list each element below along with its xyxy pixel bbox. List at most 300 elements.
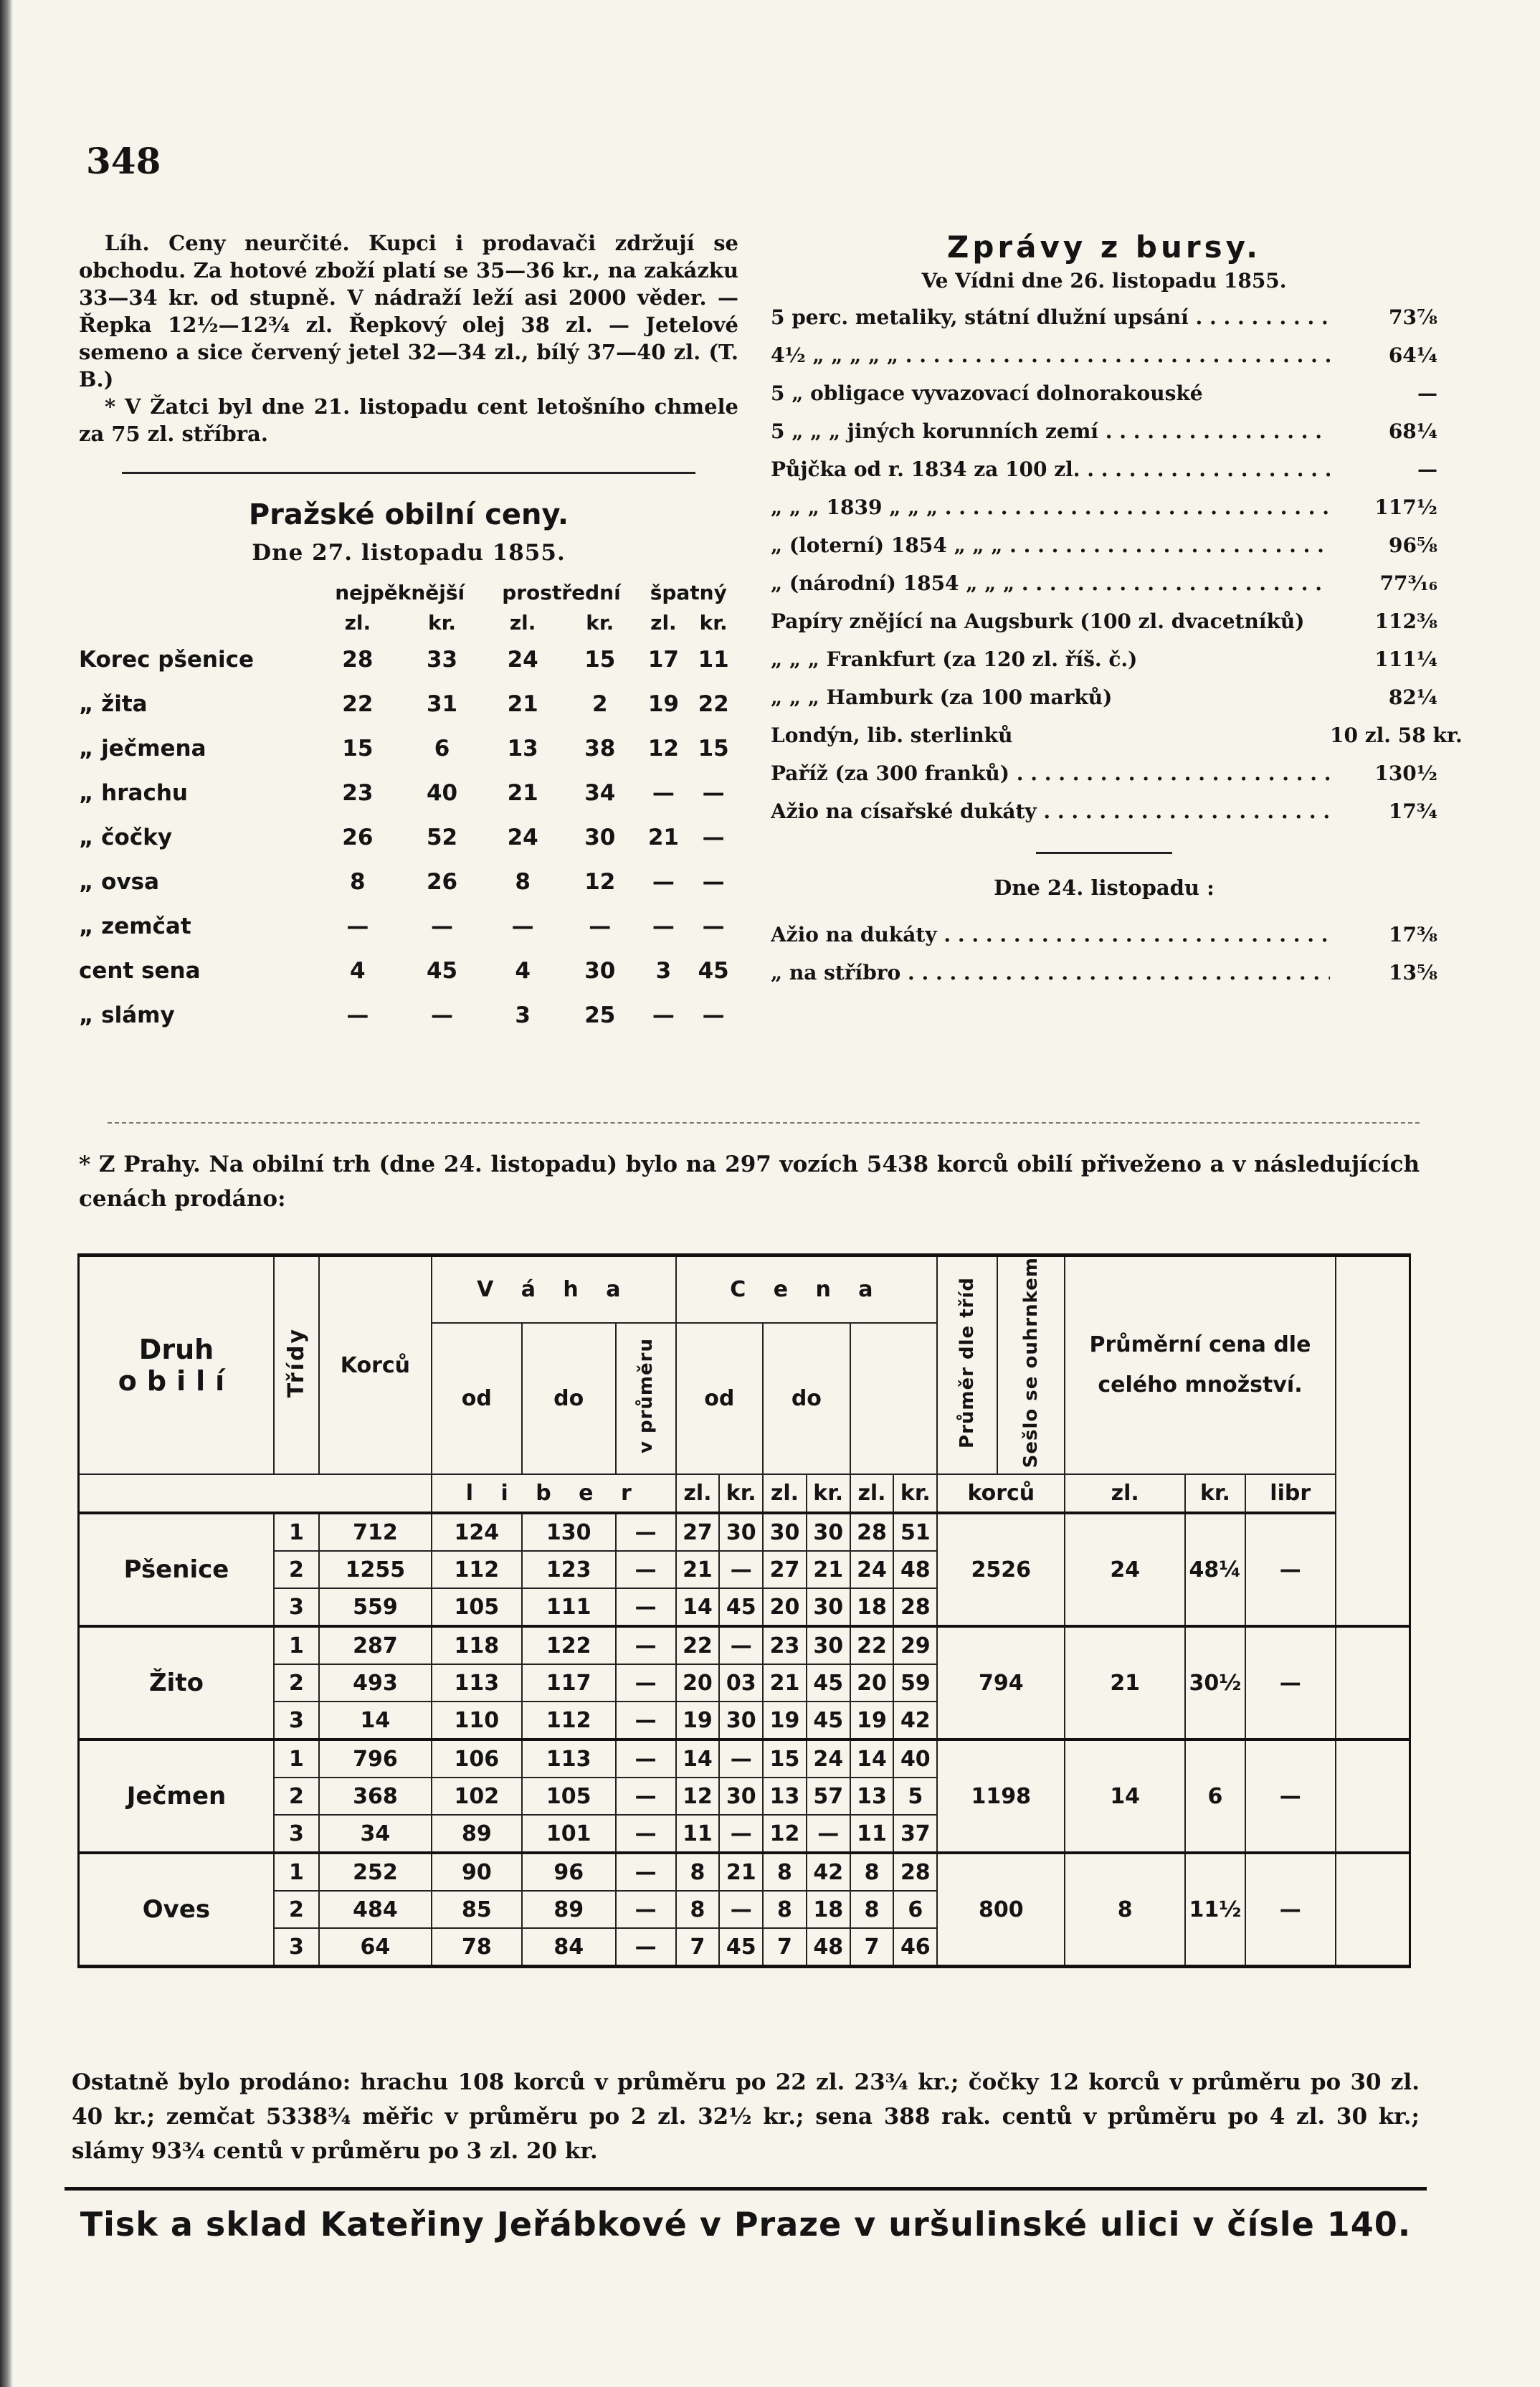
- grain-price-cell: 46: [893, 1928, 937, 1967]
- grain-avg-zl: 14: [1065, 1740, 1185, 1853]
- bursy-row-label: 4½ „ „ „ „ „ . . .: [771, 336, 1330, 374]
- grain-vaha-od: 106: [432, 1740, 522, 1778]
- bursy-list: [771, 298, 1463, 830]
- currency-header: zl.: [509, 610, 536, 635]
- short-divider: [1036, 852, 1172, 854]
- bursy-row-value: 73⅞: [1389, 305, 1437, 329]
- price-row: [79, 726, 738, 771]
- grain-trida: 2: [274, 1664, 319, 1702]
- grain-korcu: 493: [319, 1664, 432, 1702]
- price-row-label: „ zemčat: [79, 913, 191, 939]
- price-row-label: „ žita: [79, 691, 148, 717]
- bursy-row: [771, 374, 1437, 412]
- bursy-row: [771, 526, 1437, 564]
- price-cell: —: [652, 869, 675, 895]
- vaha-header: V á h a: [432, 1256, 676, 1323]
- grain-vaha-prumer: —: [616, 1513, 676, 1551]
- bursy-row: [771, 488, 1437, 526]
- grain-korcu: 14: [319, 1702, 432, 1740]
- grain-price-cell: 12: [763, 1815, 807, 1853]
- grain-price-cell: 8: [676, 1891, 720, 1928]
- grain-price-cell: 20: [676, 1664, 720, 1702]
- unit-cell: kr.: [893, 1474, 937, 1513]
- price-rows: [79, 637, 738, 1038]
- grain-price-cell: 7: [676, 1928, 720, 1967]
- grain-vaha-od: 112: [432, 1551, 522, 1588]
- bursy-title: Zprávy z bursy.: [946, 229, 1262, 265]
- grain-price-cell: 57: [807, 1778, 850, 1815]
- vaha-do-header: do: [522, 1323, 616, 1475]
- grain-avg-kr: 6: [1185, 1740, 1245, 1853]
- grain-avg-kr: 48¼: [1185, 1513, 1245, 1626]
- grain-korcu: 34: [319, 1815, 432, 1853]
- grain-price-cell: 27: [676, 1513, 720, 1551]
- bursy-row-value: 111¼: [1374, 647, 1437, 671]
- divider: [122, 472, 695, 474]
- lih-paragraph: Líh. Ceny neurčité. Kupci i prodavači zdržují se obchodu. Za hotové zboží platí se 35—36 kr., na zakázku 33—34 kr. od stupně. V nádraží leží asi 2000 věder. — Řepka 12½—12¾ zl. Řepkový olej 38 zl. — Jetelové semeno a sice červený jetel 32—34 zl., bílý 37—40 zl. (T. B.): [79, 231, 738, 391]
- grain-vaha-prumer: —: [616, 1702, 676, 1740]
- bursy-row-label: Paříž (za 300 franků) . . .: [771, 754, 1330, 792]
- grain-price-cell: 20: [763, 1588, 807, 1626]
- zatec-paragraph: * V Žatci byl dne 21. listopadu cent letošního chmele za 75 zl. stříbra.: [79, 394, 738, 446]
- price-cell: 30: [584, 825, 616, 850]
- price-row: [79, 993, 738, 1038]
- grain-name: Oves: [79, 1853, 274, 1967]
- grain-price-cell: 37: [893, 1815, 937, 1853]
- price-cell: 4: [350, 958, 366, 984]
- korcu-unit: korců: [937, 1474, 1065, 1513]
- price-cell: 22: [342, 691, 374, 717]
- grain-trida: 2: [274, 1891, 319, 1928]
- grain-name: Pšenice: [79, 1513, 274, 1626]
- blank-unit-cell: [79, 1474, 432, 1513]
- price-cell: —: [652, 913, 675, 939]
- grain-price-cell: 18: [807, 1891, 850, 1928]
- grain-price-cell: 21: [719, 1853, 763, 1891]
- prague-prices-table: [79, 577, 738, 1038]
- prumerni-cena-header: Průměrní cena dle celého množství.: [1065, 1256, 1335, 1475]
- price-cell: 26: [426, 869, 458, 895]
- price-row: [79, 815, 738, 860]
- grain-korcu: 484: [319, 1891, 432, 1928]
- grain-price-cell: 20: [850, 1664, 894, 1702]
- grain-price-cell: 19: [676, 1702, 720, 1740]
- grain-korcu: 64: [319, 1928, 432, 1967]
- summary-paragraph: Ostatně bylo prodáno: hrachu 108 korců v průměru po 22 zl. 23¾ kr.; čočky 12 korců v průměru po 30 zl. 40 kr.; zemčat 5338¾ měřic v průměru po 2 zl. 32½ kr.; sena 388 rak. centů v průměru po 4 zl. 30 kr.; slámy 93¾ centů v průměru po 3 zl. 20 kr.: [72, 2069, 1420, 2164]
- grain-vaha-od: 85: [432, 1891, 522, 1928]
- grain-price-cell: —: [719, 1551, 763, 1588]
- bursy-row-value: 64¼: [1388, 343, 1437, 367]
- price-row: [79, 949, 738, 993]
- grain-table: [77, 1253, 1411, 1968]
- grain-price-cell: 21: [807, 1551, 850, 1588]
- grain-korcu: 796: [319, 1740, 432, 1778]
- bursy-row-value: 17¾: [1388, 799, 1437, 823]
- grain-price-cell: 30: [807, 1626, 850, 1664]
- bursy-row: [771, 298, 1437, 336]
- grain-price-cell: 30: [807, 1588, 850, 1626]
- bursy-row-label: Papíry znějící na Augsburk (100 zl. dvacetníků): [771, 609, 1305, 633]
- grain-table-wrapper: [77, 1253, 1411, 1968]
- grain-price-cell: 19: [850, 1702, 894, 1740]
- bursy-row-value: 112⅜: [1374, 609, 1437, 633]
- grain-price-cell: 13: [850, 1778, 894, 1815]
- price-cell: —: [702, 825, 725, 850]
- bursy-row: [771, 954, 1437, 992]
- grain-price-cell: 51: [893, 1513, 937, 1551]
- grain-avg-zl: 24: [1065, 1513, 1185, 1626]
- grain-price-cell: 8: [676, 1853, 720, 1891]
- price-cell: —: [431, 913, 453, 939]
- seslo-header: [997, 1256, 1065, 1475]
- grain-table-body: [79, 1513, 1410, 1967]
- bursy-row-value: —: [1417, 381, 1437, 405]
- bursy-row-label: „ „ „ Frankfurt (za 120 zl. říš. č.): [771, 647, 1138, 671]
- price-cell: 21: [507, 691, 538, 717]
- grain-price-cell: 8: [763, 1891, 807, 1928]
- bursy-row: [771, 336, 1437, 374]
- unit-cell: kr.: [807, 1474, 850, 1513]
- grain-row: [79, 1626, 1410, 1664]
- grain-total: 2526: [937, 1513, 1065, 1626]
- grain-avg-libr: —: [1245, 1626, 1336, 1740]
- grain-vaha-do: 105: [522, 1778, 616, 1815]
- right-column: [771, 229, 1463, 992]
- bursy-row-label: 5 perc. metaliky, státní dlužní upsání . . .: [771, 298, 1330, 336]
- grain-vaha-do: 84: [522, 1928, 616, 1967]
- price-cell: 2: [591, 691, 608, 717]
- grain-vaha-prumer: —: [616, 1928, 676, 1967]
- grain-price-cell: 45: [719, 1928, 763, 1967]
- bursy-row-value: 117½: [1374, 495, 1437, 519]
- grain-price-cell: 28: [893, 1853, 937, 1891]
- vprumeru-label: v průměru: [634, 1337, 657, 1453]
- grain-price-cell: —: [719, 1626, 763, 1664]
- grain-trida: 3: [274, 1815, 319, 1853]
- currency-header-row: [79, 607, 738, 637]
- grain-price-cell: 6: [893, 1891, 937, 1928]
- grain-vaha-prumer: —: [616, 1664, 676, 1702]
- price-cell: —: [702, 869, 725, 895]
- grain-vaha-prumer: —: [616, 1778, 676, 1815]
- grain-price-cell: 45: [719, 1588, 763, 1626]
- price-cell: 6: [434, 736, 450, 761]
- grain-price-cell: 19: [763, 1702, 807, 1740]
- price-cell: —: [702, 780, 725, 806]
- grain-price-cell: 18: [850, 1588, 894, 1626]
- bursy-row-value: 82¼: [1388, 685, 1437, 709]
- currency-header: kr.: [427, 610, 457, 635]
- grain-price-cell: 7: [763, 1928, 807, 1967]
- price-row-label: „ ovsa: [79, 869, 160, 895]
- grain-vaha-od: 124: [432, 1513, 522, 1551]
- price-cell: 19: [647, 691, 679, 717]
- grain-price-cell: 48: [807, 1928, 850, 1967]
- grain-vaha-od: 105: [432, 1588, 522, 1626]
- price-cell: 12: [584, 869, 616, 895]
- grain-price-cell: 45: [807, 1702, 850, 1740]
- prumer-dle-trid-header: [937, 1256, 997, 1475]
- vprumeru-header: [616, 1323, 676, 1475]
- bursy-row-label: 5 „ obligace vyvazovací dolnorakouské: [771, 381, 1203, 405]
- grain-price-cell: 22: [676, 1626, 720, 1664]
- grain-price-cell: 42: [893, 1702, 937, 1740]
- grain-vaha-do: 89: [522, 1891, 616, 1928]
- currency-header: kr.: [586, 610, 614, 635]
- grain-price-cell: 13: [763, 1778, 807, 1815]
- quality-header: špatný: [650, 580, 727, 604]
- grain-vaha-od: 78: [432, 1928, 522, 1967]
- grain-vaha-od: 113: [432, 1664, 522, 1702]
- grain-total: 794: [937, 1626, 1065, 1740]
- dashed-divider: [108, 1122, 1420, 1124]
- prague-market-note: * Z Prahy. Na obilní trh (dne 24. listopadu) bylo na 297 vozích 5438 korců obilí přiveženo a v následujících cenách prodáno:: [79, 1152, 1420, 1212]
- grain-avg-libr: —: [1245, 1853, 1336, 1967]
- bursy-row: [771, 754, 1437, 792]
- grain-avg-libr: —: [1245, 1740, 1336, 1853]
- grain-avg-libr: —: [1245, 1513, 1336, 1626]
- cena-blank-header: [850, 1323, 938, 1475]
- quality-header-row: [79, 577, 738, 607]
- grain-price-cell: 40: [893, 1740, 937, 1778]
- bursy-row-value: 68¼: [1388, 419, 1437, 443]
- prague-prices-date: Dne 27. listopadu 1855.: [252, 540, 566, 566]
- price-cell: —: [346, 1002, 369, 1028]
- grain-name: Žito: [79, 1626, 274, 1740]
- tridy-label: Třídy: [283, 1327, 309, 1398]
- grain-price-cell: 15: [763, 1740, 807, 1778]
- price-cell: 15: [584, 647, 616, 673]
- grain-korcu: 559: [319, 1588, 432, 1626]
- grain-vaha-do: 130: [522, 1513, 616, 1551]
- grain-name: Ječmen: [79, 1740, 274, 1853]
- cena-do-header: do: [763, 1323, 850, 1475]
- price-cell: 23: [342, 780, 374, 806]
- price-cell: 31: [426, 691, 458, 717]
- page-edge-shadow: [0, 0, 13, 2387]
- grain-price-cell: —: [719, 1740, 763, 1778]
- grain-vaha-od: 118: [432, 1626, 522, 1664]
- price-row: [79, 637, 738, 682]
- grain-vaha-od: 102: [432, 1778, 522, 1815]
- price-cell: 34: [584, 780, 616, 806]
- grain-price-cell: 59: [893, 1664, 937, 1702]
- bursy-row: [771, 916, 1437, 954]
- unit-cell: zl.: [1065, 1474, 1185, 1513]
- grain-price-cell: 7: [850, 1928, 894, 1967]
- grain-vaha-do: 123: [522, 1551, 616, 1588]
- grain-price-cell: 23: [763, 1626, 807, 1664]
- grain-price-cell: 24: [807, 1740, 850, 1778]
- price-cell: 13: [507, 736, 538, 761]
- grain-vaha-prumer: —: [616, 1626, 676, 1664]
- grain-price-cell: 11: [676, 1815, 720, 1853]
- grain-avg-zl: 21: [1065, 1626, 1185, 1740]
- grain-price-cell: 45: [807, 1664, 850, 1702]
- grain-avg-kr: 11½: [1185, 1853, 1245, 1967]
- price-cell: 38: [584, 736, 616, 761]
- seslo-label: Sešlo se ouhrnkem: [1020, 1257, 1042, 1468]
- grain-price-cell: 14: [850, 1740, 894, 1778]
- bursy-row-value: 17⅜: [1389, 923, 1437, 946]
- price-cell: 30: [584, 958, 616, 984]
- price-cell: 4: [515, 958, 531, 984]
- currency-header: kr.: [699, 610, 728, 635]
- grain-price-cell: 28: [850, 1513, 894, 1551]
- grain-total: 1198: [937, 1740, 1065, 1853]
- price-cell: —: [346, 913, 369, 939]
- price-cell: 15: [698, 736, 729, 761]
- bursy-row: [771, 640, 1437, 678]
- grain-row: [79, 1513, 1410, 1551]
- grain-price-cell: 24: [850, 1551, 894, 1588]
- price-cell: 12: [647, 736, 679, 761]
- page-number: 348: [86, 140, 161, 182]
- price-cell: 24: [507, 825, 538, 850]
- grain-korcu: 368: [319, 1778, 432, 1815]
- grain-price-cell: 8: [763, 1853, 807, 1891]
- bursy-row-value: —: [1417, 457, 1437, 481]
- price-cell: —: [431, 1002, 453, 1028]
- grain-vaha-od: 89: [432, 1815, 522, 1853]
- bursy-row: [771, 792, 1437, 830]
- grain-price-cell: 48: [893, 1551, 937, 1588]
- bursy-row: [771, 678, 1437, 716]
- grain-trida: 1: [274, 1626, 319, 1664]
- bursy-row-value: 96⅝: [1389, 533, 1437, 557]
- price-cell: 33: [426, 647, 458, 673]
- price-row-label: „ hrachu: [79, 780, 188, 806]
- grain-price-cell: —: [719, 1891, 763, 1928]
- unit-cell: zl.: [676, 1474, 720, 1513]
- price-row-label: „ slámy: [79, 1002, 175, 1028]
- price-cell: 22: [698, 691, 729, 717]
- grain-vaha-prumer: —: [616, 1853, 676, 1891]
- price-cell: —: [652, 1002, 675, 1028]
- druh-label: Druh: [138, 1334, 214, 1366]
- bursy-row-label: 5 „ „ „ jiných korunních zemí . . .: [771, 412, 1330, 450]
- grain-vaha-prumer: —: [616, 1740, 676, 1778]
- bursy-row-value: 130½: [1374, 761, 1437, 785]
- bursy-row: [771, 564, 1437, 602]
- grain-price-cell: 8: [850, 1891, 894, 1928]
- price-cell: 24: [507, 647, 538, 673]
- bursy-row-value: 13⅝: [1389, 961, 1437, 984]
- price-cell: —: [702, 913, 725, 939]
- grain-price-cell: —: [807, 1815, 850, 1853]
- price-cell: 15: [342, 736, 374, 761]
- grain-avg-kr: 30½: [1185, 1626, 1245, 1740]
- price-row: [79, 860, 738, 904]
- grain-trida: 1: [274, 1513, 319, 1551]
- bursy-date: Ve Vídni dne 26. listopadu 1855.: [921, 269, 1287, 293]
- grain-vaha-do: 101: [522, 1815, 616, 1853]
- grain-vaha-od: 90: [432, 1853, 522, 1891]
- bursy-row-label: „ „ „ Hamburk (za 100 marků): [771, 685, 1113, 709]
- grain-price-cell: 21: [676, 1551, 720, 1588]
- bursy-row-value: 10 zl. 58 kr.: [1330, 723, 1463, 747]
- unit-cell: kr.: [719, 1474, 763, 1513]
- grain-trida: 3: [274, 1588, 319, 1626]
- grain-price-cell: 29: [893, 1626, 937, 1664]
- druh-header: [79, 1256, 274, 1475]
- price-cell: 45: [698, 958, 729, 984]
- bursy-row: [771, 602, 1437, 640]
- bursy-row-label: „ (loterní) 1854 „ „ „ . . .: [771, 526, 1330, 564]
- grain-price-cell: 5: [893, 1778, 937, 1815]
- unit-cell: libr: [1245, 1474, 1336, 1513]
- grain-vaha-do: 112: [522, 1702, 616, 1740]
- price-row-label: „ ječmena: [79, 736, 206, 761]
- grain-vaha-do: 122: [522, 1626, 616, 1664]
- grain-vaha-od: 110: [432, 1702, 522, 1740]
- left-column: [79, 229, 738, 1038]
- price-row: [79, 682, 738, 726]
- obili-label: obilí: [118, 1365, 235, 1397]
- grain-vaha-do: 111: [522, 1588, 616, 1626]
- grain-trida: 2: [274, 1551, 319, 1588]
- grain-price-cell: 21: [763, 1664, 807, 1702]
- price-cell: 21: [507, 780, 538, 806]
- bursy-row-label: „ „ „ 1839 „ „ „ . . .: [771, 488, 1330, 526]
- grain-vaha-do: 96: [522, 1853, 616, 1891]
- price-row-label: „ čočky: [79, 825, 173, 850]
- prague-prices-title: Pražské obilní ceny.: [248, 498, 569, 531]
- cena-od-header: od: [676, 1323, 764, 1475]
- grain-price-cell: 30: [719, 1702, 763, 1740]
- price-cell: 3: [655, 958, 672, 984]
- bursy-row-label: Ažio na císařské dukáty . . .: [771, 792, 1330, 830]
- grain-price-cell: 11: [850, 1815, 894, 1853]
- grain-vaha-prumer: —: [616, 1891, 676, 1928]
- unit-cell: kr.: [1185, 1474, 1245, 1513]
- grain-price-cell: 28: [893, 1588, 937, 1626]
- bursy-date-2: Dne 24. listopadu :: [994, 875, 1215, 900]
- bursy-row-label: Ažio na dukáty . . .: [771, 916, 1330, 954]
- grain-price-cell: 30: [763, 1513, 807, 1551]
- quality-header: nejpěknější: [335, 580, 465, 604]
- bursy-row: [771, 716, 1463, 754]
- prumer-dle-trid-label: Průměr dle tříd: [956, 1276, 979, 1448]
- bursy-row: [771, 412, 1437, 450]
- price-cell: 11: [698, 647, 729, 673]
- grain-korcu: 1255: [319, 1551, 432, 1588]
- vaha-od-header: od: [432, 1323, 522, 1475]
- price-cell: 21: [647, 825, 679, 850]
- libr-unit: l i b e r: [432, 1474, 676, 1513]
- price-cell: 40: [426, 780, 458, 806]
- price-cell: 8: [350, 869, 366, 895]
- price-row: [79, 771, 738, 815]
- grain-price-cell: 14: [676, 1588, 720, 1626]
- bursy-row-label: „ na stříbro . . .: [771, 954, 1330, 992]
- price-cell: 45: [426, 958, 458, 984]
- price-cell: 17: [647, 647, 679, 673]
- grain-price-cell: 22: [850, 1626, 894, 1664]
- korcu-header: Korců: [319, 1256, 432, 1475]
- currency-header: zl.: [650, 610, 677, 635]
- bursy-row: [771, 450, 1437, 488]
- grain-trida: 1: [274, 1853, 319, 1891]
- grain-price-cell: 27: [763, 1551, 807, 1588]
- unit-cell: zl.: [763, 1474, 807, 1513]
- bursy-row-label: Půjčka od r. 1834 za 100 zl. . . .: [771, 450, 1330, 488]
- grain-price-cell: 8: [850, 1853, 894, 1891]
- grain-price-cell: —: [719, 1815, 763, 1853]
- grain-trida: 3: [274, 1928, 319, 1967]
- grain-vaha-do: 117: [522, 1664, 616, 1702]
- cena-header: C e n a: [676, 1256, 938, 1323]
